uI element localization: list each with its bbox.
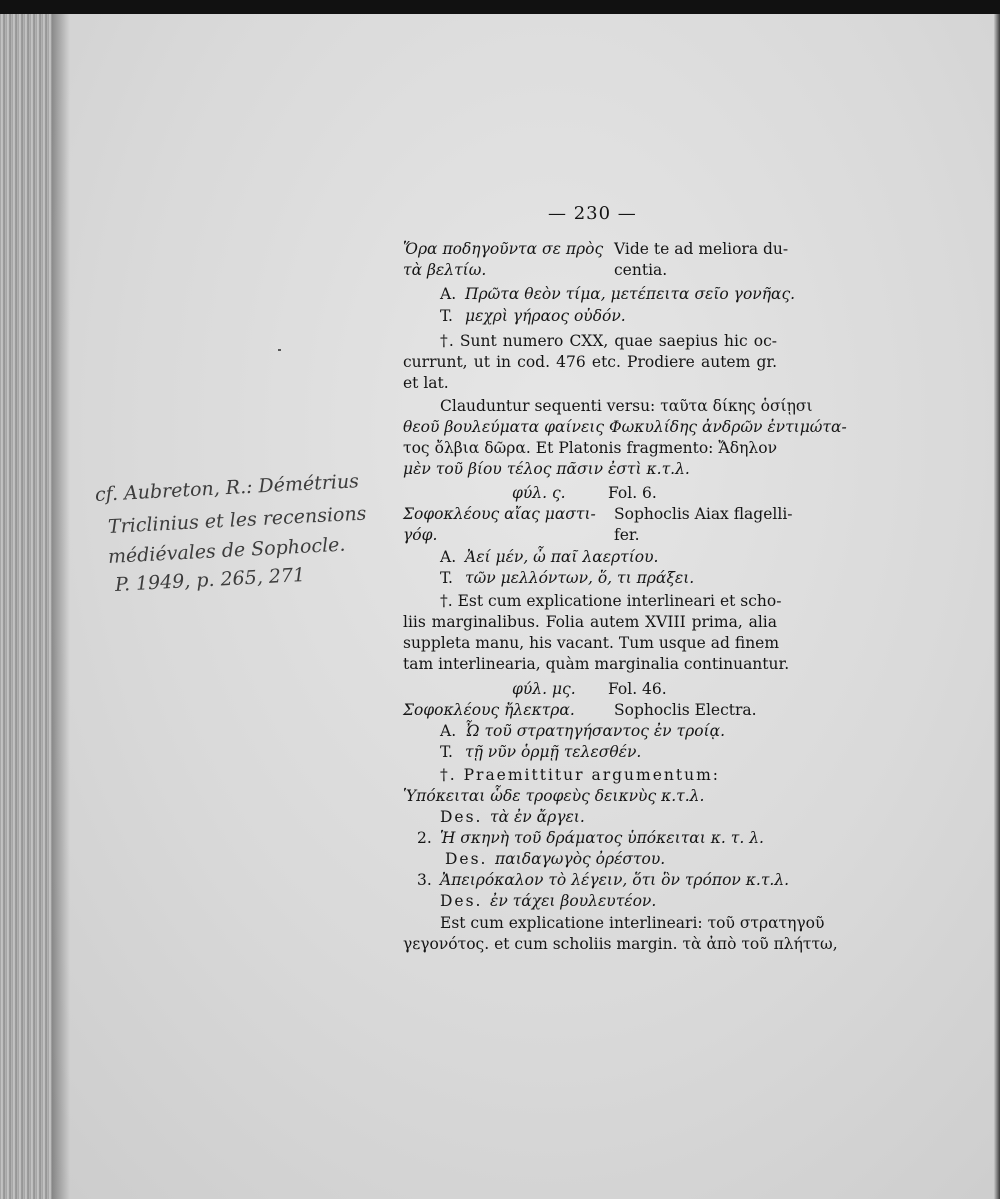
entry1-paragraph-line: θεοῦ βουλεύματα φαίνεις Φωκυλίδης ἀνδρῶν ἐντιμώτα- xyxy=(403,418,847,436)
entry3-leaf-greek: φύλ. μς. xyxy=(512,680,576,698)
argument3-des-label: Des. xyxy=(440,892,483,910)
entry1-incipit: Πρῶτα θεὸν τίμα, μετέπειτα σεῖο γονῆας. xyxy=(465,285,796,303)
entry2-greek-title: Σοφοκλέους αἴας μαστι- xyxy=(403,505,596,523)
entry2-explicit-label: T. xyxy=(440,569,453,587)
entry2-latin-title: Sophoclis Aiax flagelli- xyxy=(614,505,793,523)
entry1-explicit-label: T. xyxy=(440,307,453,325)
entry2-latin-title-cont: fer. xyxy=(614,526,640,544)
handwritten-note-line: P. 1949, p. 265, 271 xyxy=(114,564,306,596)
argument3: Ἀπειρόκαλον τὸ λέγειν, ὅτι ὃν τρόπον κ.τ.λ. xyxy=(440,871,790,889)
argument1-des-label: Des. xyxy=(440,808,483,826)
argument3-des: ἐν τάχει βουλευτέον. xyxy=(490,892,657,910)
entry1-paragraph-line: Clauduntur sequenti versu: ταῦτα δίκης ὁσίῃσι xyxy=(440,397,813,415)
entry3-incipit-label: A. xyxy=(440,722,457,740)
entry1-greek-title: Ὅρα ποδηγοῦντα σε πρὸς xyxy=(403,240,604,258)
entry2-note-line: †. Est cum explicatione interlineari et scho- xyxy=(440,592,782,610)
entry1-paragraph-line: τος ὄλβια δῶρα. Et Platonis fragmento: Ἄδηλον xyxy=(403,439,777,457)
entry1-latin-title-cont: centia. xyxy=(614,261,668,279)
handwritten-note-line: cf. Aubreton, R.: Démétrius xyxy=(94,470,360,506)
ink-speck xyxy=(278,349,281,351)
argument2-des: παιδαγωγὸς ὀρέστου. xyxy=(495,850,666,868)
entry3-latin-title: Sophoclis Electra. xyxy=(614,701,757,719)
entry3-final-line: γεγονότος. et cum scholiis margin. τὰ ἀπὸ τοῦ πλήττω, xyxy=(403,935,838,953)
entry3-explicit-label: T. xyxy=(440,743,453,761)
entry2-note-line: suppleta manu, his vacant. Tum usque ad finem xyxy=(403,634,780,652)
argument1-des: τὰ ἐν ἄργει. xyxy=(490,808,585,826)
argument2-number: 2. xyxy=(417,829,432,847)
entry2-leaf-greek: φύλ. ς. xyxy=(512,484,566,502)
entry2-folio: Fol. 6. xyxy=(608,484,657,502)
entry3-note: †. Praemittitur argumentum: xyxy=(440,766,721,784)
entry1-paragraph-line: μὲν τοῦ βίου τέλος πᾶσιν ἐστὶ κ.τ.λ. xyxy=(403,460,690,478)
entry2-note-line: tam interlinearia, quàm marginalia continuantur. xyxy=(403,655,790,673)
entry3-explicit: τῇ νῦν ὁρμῇ τελεσθέν. xyxy=(465,743,642,761)
handwritten-note-line: Triclinius et les recensions xyxy=(107,502,367,538)
entry1-note-line: †. Sunt numero CXX, quae saepius hic oc- xyxy=(440,332,777,350)
entry1-greek-title-cont: τὰ βελτίω. xyxy=(403,261,487,279)
entry1-note-line: currunt, ut in cod. 476 etc. Prodiere autem gr. xyxy=(403,353,777,371)
entry2-greek-title-cont: γόφ. xyxy=(403,526,438,544)
entry1-latin-title: Vide te ad meliora du- xyxy=(614,240,789,258)
entry2-note-line: liis marginalibus. Folia autem XVIII prima, alia xyxy=(403,613,777,631)
entry3-incipit: Ὦ τοῦ στρατηγήσαντος ἐν τροίᾳ. xyxy=(465,722,726,740)
argument2: Ἡ σκηνὴ τοῦ δράματος ὑπόκειται κ. τ. λ. xyxy=(440,829,764,847)
entry2-explicit: τῶν μελλόντων, ὅ, τι πράξει. xyxy=(465,569,695,587)
entry3-folio: Fol. 46. xyxy=(608,680,667,698)
argument3-number: 3. xyxy=(417,871,432,889)
book-page xyxy=(0,14,1000,1199)
argument2-des-label: Des. xyxy=(445,850,488,868)
entry1-explicit: μεχρὶ γήραος οὐδόν. xyxy=(465,307,626,325)
entry2-incipit-label: A. xyxy=(440,548,457,566)
argument1: Ὑπόκειται ὧδε τροφεὺς δεικνὺς κ.τ.λ. xyxy=(403,787,705,805)
handwritten-note-line: médiévales de Sophocle. xyxy=(107,533,346,568)
entry3-final-line: Est cum explicatione interlineari: τοῦ στρατηγοῦ xyxy=(440,914,825,932)
page-number: — 230 — xyxy=(548,203,637,224)
entry1-incipit-label: A. xyxy=(440,285,457,303)
entry3-greek-title: Σοφοκλέους ἤλεκτρα. xyxy=(403,701,575,719)
page-content xyxy=(0,14,1000,1199)
entry1-note-line: et lat. xyxy=(403,374,449,392)
entry2-incipit: Ἀεί μέν, ὦ παῖ λαερτίου. xyxy=(465,548,659,566)
